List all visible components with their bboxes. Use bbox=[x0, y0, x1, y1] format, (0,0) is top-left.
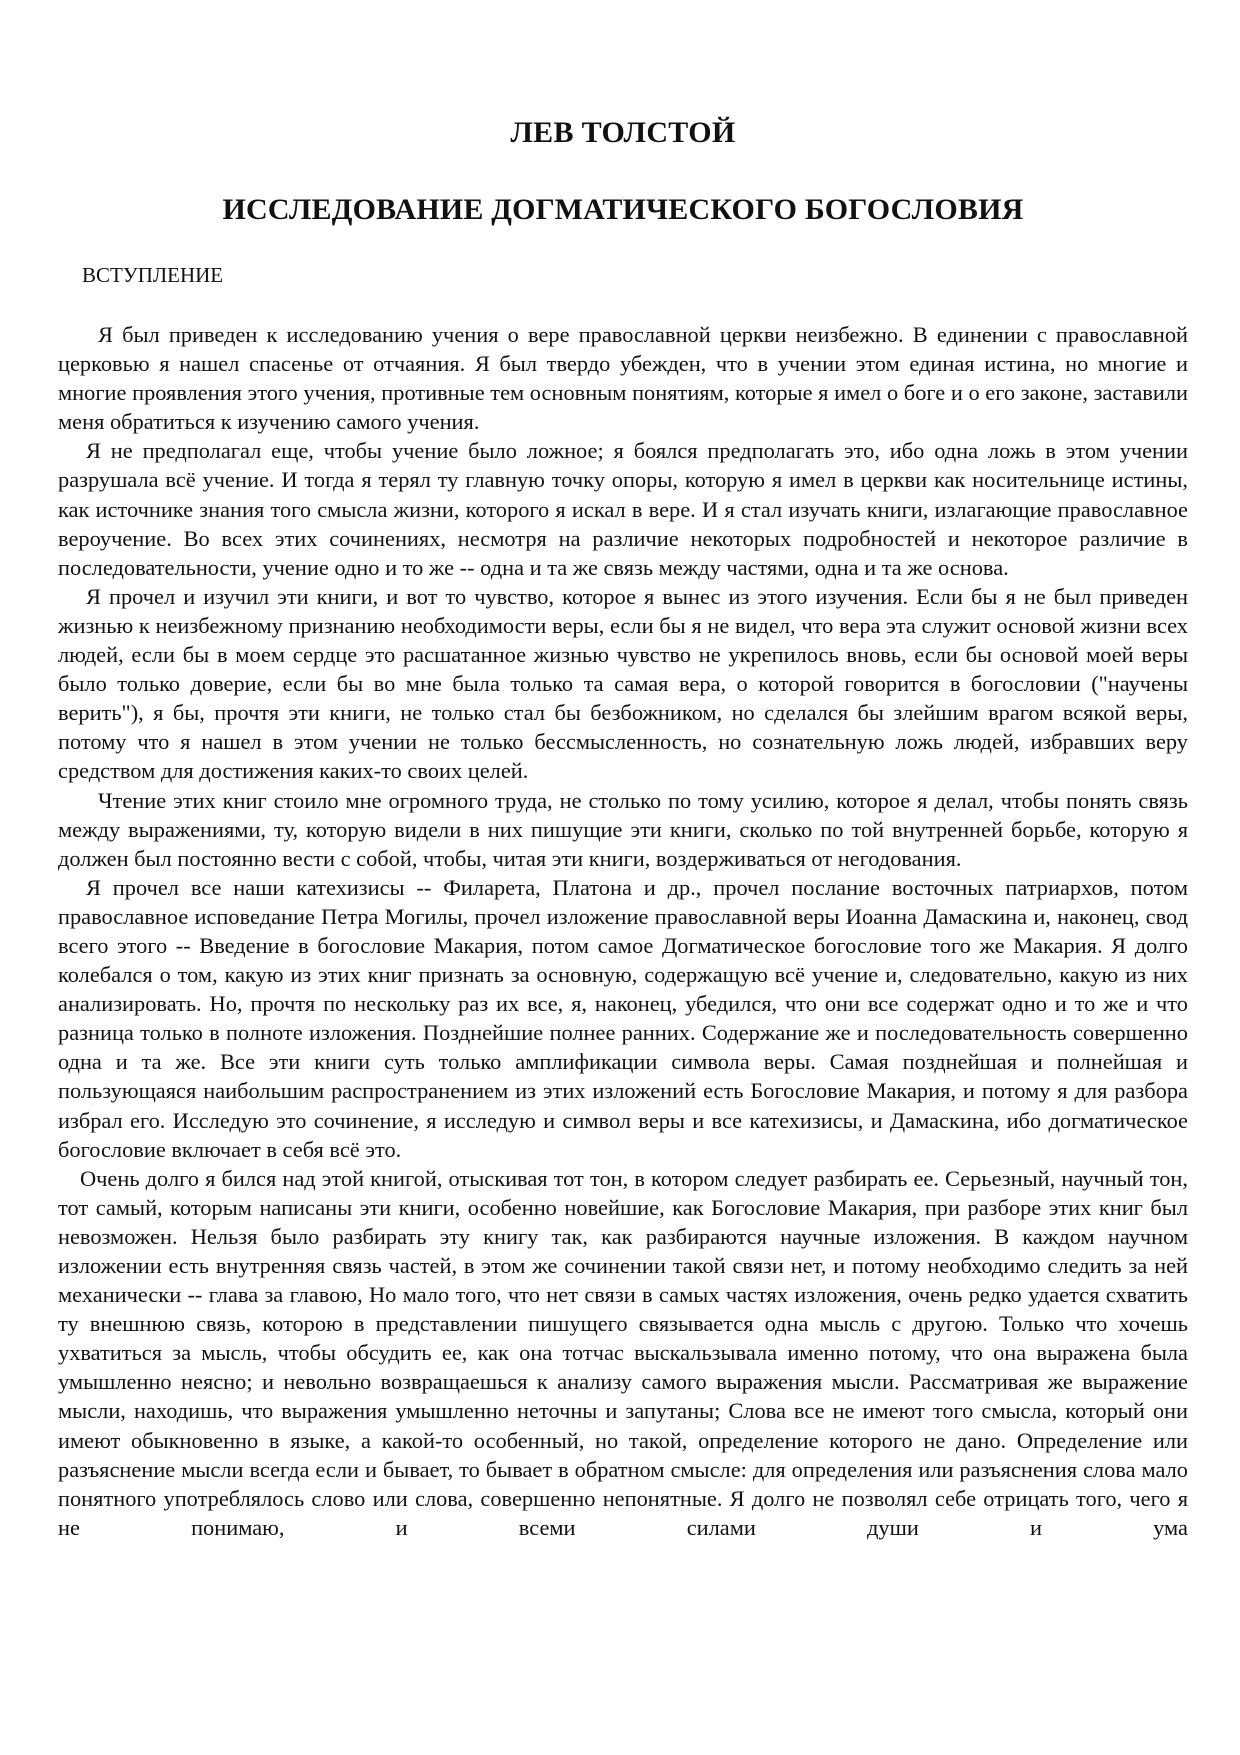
paragraph-5: Я прочел все наши катехизисы -- Филарета, Платона и др., прочел послание восточных патриархов, потом православное исповедание Петра Могилы, прочел изложение православной веры Иоанна Дамаскина и, наконец, свод всего этого -- Введение в богословие Макария, потом самое Догматическое богословие того же Макария. Я долго колебался о том, какую из этих книг признать за основную, содержащую всё учение и, следовательно, какую из них анализировать. Но, прочтя по нескольку раз их все, я, наконец, убедился, что они все содержат одно и то же и что разница только в полноте изложения. Позднейшие полнее ранних. Содержание же и последовательность совершенно одна и та же. Все эти книги суть только амплификации символа веры. Самая позднейшая и полнейшая и пользующаяся наибольшим распространением из этих изложений есть Богословие Макария, и потому я для разбора избрал его. Исследую это сочинение, я исследую и символ веры и все катехизисы, и Дамаскина, ибо догматическое богословие включает в себя всё это. bbox=[58, 874, 1188, 1162]
paragraph-3: Я прочел и изучил эти книги, и вот то чувство, которое я вынес из этого изучения. Если бы я не был приведен жизнью к неизбежному признанию необходимости веры, если бы я не видел, что вера эта служит основой жизни всех людей, если бы в моем сердце это расшатанное жизнью чувство не укрепилось вновь, если бы основой моей веры было только доверие, если бы во мне была только та самая вера, о которой говорится в богословии ("научены верить"), я бы, прочтя эти книги, не только стал бы безбожником, но сделался бы злейшим врагом всякой веры, потому что я нашел в этом учении не только бессмысленность, но сознательную ложь людей, избравших веру средством для достижения каких-то своих целей. bbox=[58, 583, 1188, 784]
document-title: ИССЛЕДОВАНИЕ ДОГМАТИЧЕСКОГО БОГОСЛОВИЯ bbox=[222, 193, 1024, 226]
paragraph-6: Очень долго я бился над этой книгой, отыскивая тот тон, в котором следует разбирать ее. Серьезный, научный тон, тот самый, которым написаны эти книги, особенно новейшие, как Богословие Макария, при разборе этих книг был невозможен. Нельзя было разбирать эту книгу так, как разбираются научные изложения. В каждом научном изложении есть внутренняя связь частей, в этом же сочинении такой связи нет, и потому необходимо следить за ней механически -- глава за главою, Но мало того, что нет связи в самых частях изложения, очень редко удается схватить ту внешнюю связь, которою в представлении пишущего связывается одна мысль с другою. Только что хочешь ухватиться за мысль, чтобы обсудить ее, как она тотчас выскальзывала именно потому, что она выражена была умышленно неясно; и невольно возвращаешься к анализу самого выражения мысли. Рассматривая же выражение мысли, находишь, что выражения умышленно неточны и запутаны; Слова все не имеют того смысла, который они имеют обыкновенно в языке, а какой-то особенный, но такой, определение которого не дано. Определение или разъяснение мысли всегда если и бывает, то бывает в обратном смысле: для определения или разъяснения слова мало понятного употреблялось слово или слова, совершенно непонятные. Я долго не позволял себе отрицать того, чего я не понимаю, и всеми силами души и ума bbox=[58, 1165, 1188, 1540]
paragraph-2: Я не предполагал еще, чтобы учение было ложное; я боялся предполагать это, ибо одна ложь в этом учении разрушала всё учение. И тогда я терял ту главную точку опоры, которую я имел в церкви как носительнице истины, как источнике знания того смысла жизни, которого я искал в вере. И я стал изучать книги, излагающие православное вероучение. Во всех этих сочинениях, несмотря на различие некоторых подробностей и некоторое различие в последовательности, учение одно и то же -- одна и та же связь между частями, одна и та же основа. bbox=[58, 438, 1188, 580]
section-heading: ВСТУПЛЕНИЕ bbox=[82, 263, 224, 287]
author-name: ЛЕВ ТОЛСТОЙ bbox=[510, 116, 736, 149]
paragraph-4: Чтение этих книг стоило мне огромного труда, не столько по тому усилию, которое я делал, чтобы понять связь между выражениями, ту, которую видели в них пишущие эти книги, сколько по той внутренней борьбе, которую я должен был постоянно вести с собой, чтобы, читая эти книги, воздерживаться от негодования. bbox=[58, 787, 1188, 871]
document-body bbox=[58, 320, 1188, 1542]
paragraph-1: Я был приведен к исследованию учения о вере православной церкви неизбежно. В единении с православной церковью я нашел спасенье от отчаяния. Я был твердо убежден, что в учении этом единая истина, но многие и многие проявления этого учения, противные тем основным понятиям, которые я имел о боге и о его законе, заставили меня обратиться к изучению самого учения. bbox=[58, 322, 1188, 435]
